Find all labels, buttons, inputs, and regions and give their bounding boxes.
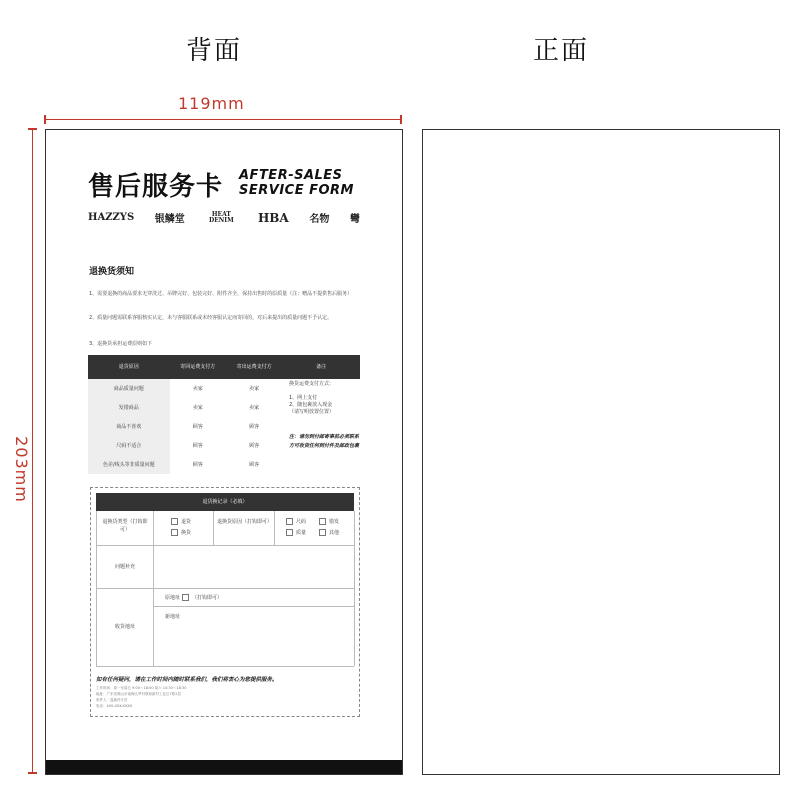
- front-card: [422, 129, 780, 775]
- height-dimension-line: [32, 129, 33, 773]
- footer-line: 工作时间：周一至周五 9:00～18:00 周六 10:30～18:30: [96, 686, 187, 690]
- brand-logo-4: HBA: [257, 210, 289, 225]
- remark-line: 1、网上支付: [289, 395, 318, 401]
- form-divider: [96, 588, 354, 589]
- table-header: 备注: [282, 355, 360, 379]
- original-address-option[interactable]: [165, 594, 222, 602]
- table-cell: 尺码不适合: [88, 436, 170, 455]
- reason-size-option[interactable]: [286, 518, 306, 526]
- width-dimension-line: [45, 119, 401, 120]
- front-side-heading: 正面: [533, 36, 590, 66]
- option-label: 换货: [181, 530, 192, 536]
- checkbox[interactable]: [182, 594, 189, 601]
- width-tick-left: [44, 115, 46, 124]
- form-divider: [96, 511, 97, 666]
- width-tick-right: [400, 115, 402, 124]
- option-hint: （打钩即可）: [192, 595, 223, 601]
- new-address-label: 新地址: [165, 614, 181, 620]
- brand-logos: [88, 210, 360, 225]
- remark-warning: 注：请勿到付邮寄事前必须联系方可收货任何到付件及邮政包裹: [289, 434, 360, 449]
- card-bottom-bar: [46, 760, 402, 774]
- option-label: 尺码: [296, 519, 307, 525]
- exchange-option[interactable]: [171, 529, 191, 537]
- option-label: 质量: [296, 530, 307, 536]
- remark-line: 2、随包裹放入现金: [289, 402, 333, 408]
- table-header: 退货原因: [88, 355, 170, 379]
- return-reason-label: 退换货原因（打钩即可）: [217, 519, 273, 525]
- option-label: 退货: [181, 519, 192, 525]
- reason-other-option[interactable]: [319, 529, 339, 537]
- form-divider: [213, 511, 214, 545]
- table-cell: 色差/线头等非质量问题: [88, 455, 170, 474]
- brand-logo-3: HEAT DENIM: [209, 210, 234, 224]
- problem-supplement-label: 问题补充: [114, 564, 135, 570]
- table-row: [88, 455, 360, 474]
- table-cell: 顾客: [192, 443, 203, 449]
- brand-logo-5: 名物: [309, 214, 330, 225]
- checkbox[interactable]: [171, 518, 178, 525]
- notice-item-1: 1、需要退换的商品要求无穿洗过、吊牌完好、包装完好、附件齐全，保持出售时的原质量（注：赠品不提供售后服务）: [89, 291, 353, 297]
- table-cell: 顾客: [192, 462, 203, 468]
- return-record-form: [90, 487, 360, 717]
- return-notice-title: 退换货须知: [89, 267, 135, 277]
- form-divider: [153, 511, 154, 545]
- checkbox[interactable]: [286, 529, 293, 536]
- form-divider: [274, 511, 275, 545]
- title-en-line1: AFTER-SALES: [239, 168, 343, 183]
- option-label: 原地址: [165, 595, 181, 601]
- checkbox[interactable]: [319, 529, 326, 536]
- card-title-cn: 售后服务卡: [88, 172, 224, 202]
- notice-item-3: 3、退换货承担运费原则如下: [89, 341, 153, 347]
- shipping-address-label: 收货地址: [114, 624, 135, 630]
- table-cell: 商品不喜欢: [88, 417, 170, 436]
- brand-logo-2: 银鳞堂: [154, 214, 185, 225]
- form-divider: [96, 666, 354, 667]
- form-divider: [354, 511, 355, 666]
- table-header: 寄回运费支付方: [170, 355, 226, 379]
- table-header: 寄出运费支付方: [226, 355, 282, 379]
- remark-line: （请写明放置位置）: [289, 409, 335, 415]
- form-divider: [96, 545, 354, 546]
- option-label: 错发: [329, 519, 340, 525]
- table-cell: 卖家: [249, 405, 260, 411]
- table-cell: 顾客: [249, 424, 260, 430]
- back-side-heading: 背面: [186, 36, 243, 66]
- table-cell: 卖家: [192, 405, 203, 411]
- remark-text: [289, 381, 361, 416]
- title-en-line2: SERVICE FORM: [239, 183, 354, 198]
- footer-line: 收件人：退换货专员: [96, 698, 128, 702]
- table-cell: 发错商品: [88, 398, 170, 417]
- card-title-en: [239, 168, 354, 198]
- form-divider: [153, 606, 354, 607]
- checkbox[interactable]: [171, 529, 178, 536]
- footer-line: 电话：400-XXX-XXXX: [96, 704, 133, 708]
- checkbox[interactable]: [286, 518, 293, 525]
- table-cell: 卖家: [249, 386, 260, 392]
- height-dimension-label: 203mm: [11, 436, 31, 503]
- footer-contact-note: 如有任何疑问，请在工作时间内随时联系我们，我们将衷心为您提供服务。: [96, 677, 278, 683]
- width-dimension-label: 119mm: [178, 94, 245, 113]
- table-cell: 商品质量问题: [88, 379, 170, 398]
- remark-line: 换货运费支付方式：: [289, 381, 335, 387]
- notice-item-2: 2、质量问题需联系客服核实认定，未与客服联系或未经客服认定而寄回的，对后来提出的质量问题不予认定。: [89, 315, 333, 321]
- form-heading: 退货换记录（必填）: [96, 493, 354, 511]
- brand-logo-6: 彎: [349, 214, 360, 225]
- footer-line: 地址：广东省佛山市南海区罗村联和新村工业区7栋2层: [96, 692, 181, 696]
- height-tick-top: [28, 128, 37, 130]
- height-tick-bottom: [28, 772, 37, 774]
- return-option[interactable]: [171, 518, 191, 526]
- reason-quality-option[interactable]: [286, 529, 306, 537]
- checkbox[interactable]: [319, 518, 326, 525]
- table-cell: 顾客: [249, 462, 260, 468]
- back-card: [45, 129, 403, 775]
- reason-wrong-option[interactable]: [319, 518, 339, 526]
- table-cell: 顾客: [192, 424, 203, 430]
- return-type-label: 退换货类型（打钩即可）: [102, 519, 148, 533]
- table-cell: 顾客: [249, 443, 260, 449]
- table-cell: 卖家: [192, 386, 203, 392]
- brand-logo-1: HAZZYS: [88, 212, 135, 223]
- option-label: 其他: [329, 530, 340, 536]
